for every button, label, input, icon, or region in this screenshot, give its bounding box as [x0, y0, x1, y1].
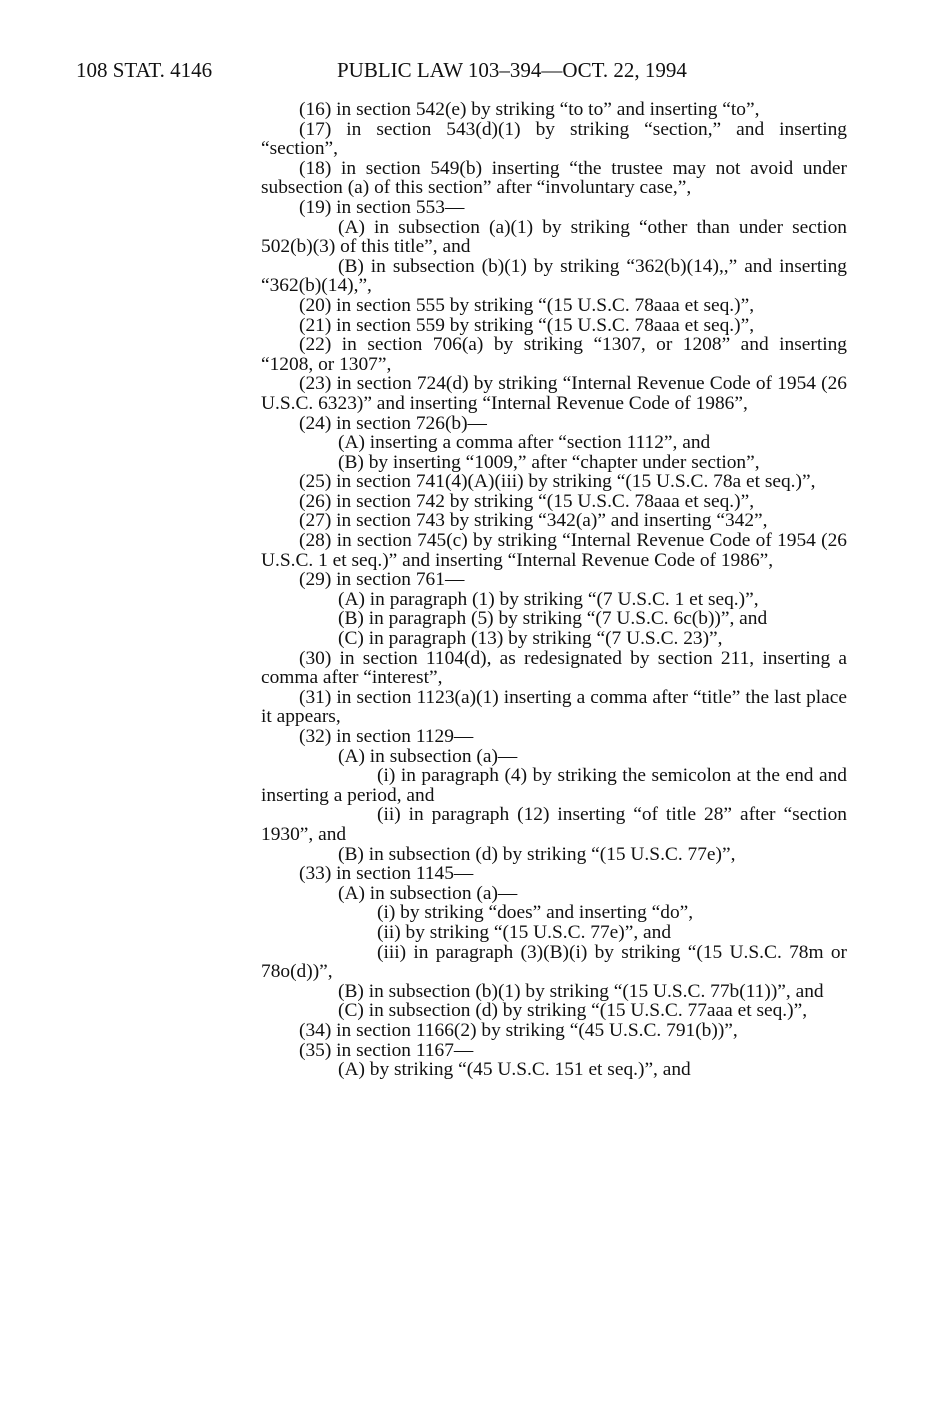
amendment-paragraph: (i) by striking “does” and inserting “do”, [377, 902, 694, 924]
amendment-paragraph: (ii) by striking “(15 U.S.C. 77e)”, and [377, 921, 672, 943]
amendment-paragraph: (A) inserting a comma after “section 1112”, and [338, 432, 711, 454]
amendment-paragraph: (A) in paragraph (1) by striking “(7 U.S.C. 1 et seq.)”, [338, 588, 759, 610]
amendment-paragraph: (35) in section 1167— [299, 1039, 474, 1061]
amendment-paragraph: (B) in subsection (b)(1) by striking “362(b)(14),,” and inserting “362(b)(14),”, [261, 255, 847, 297]
amendment-paragraph: (A) in subsection (a)— [338, 882, 518, 904]
public-law-title: PUBLIC LAW 103–394—OCT. 22, 1994 [337, 58, 687, 82]
amendment-paragraph: (32) in section 1129— [299, 726, 474, 747]
amendment-paragraph: (19) in section 553— [299, 196, 465, 218]
amendment-paragraph: (30) in section 1104(d), as redesignated by section 211, inserting a comma after “interest”, [261, 647, 847, 689]
amendment-paragraph: (B) in subsection (b)(1) by striking “(15 U.S.C. 77b(11))”, and [338, 980, 824, 1002]
amendment-paragraph: (i) in paragraph (4) by striking the semicolon at the end and inserting a period, and [261, 765, 847, 806]
amendment-paragraph: (A) by striking “(45 U.S.C. 151 et seq.)”, and [338, 1059, 691, 1081]
amendment-paragraph: (B) in subsection (d) by striking “(15 U.S.C. 77e)”, [338, 843, 736, 865]
amendment-paragraph: (16) in section 542(e) by striking “to to” and inserting “to”, [299, 99, 760, 120]
amendment-paragraph: (18) in section 549(b) inserting “the trustee may not avoid under subsection (a) of this section” after “involuntary case,”, [261, 157, 847, 199]
amendment-paragraph: (33) in section 1145— [299, 863, 474, 885]
amendment-paragraph: (23) in section 724(d) by striking “Internal Revenue Code of 1954 (26 U.S.C. 6323)” and inserting “Internal Revenue Code of 1986”, [261, 373, 847, 414]
amendment-paragraph: (C) in paragraph (13) by striking “(7 U.S.C. 23)”, [338, 628, 723, 650]
amendment-paragraph: (B) in paragraph (5) by striking “(7 U.S.C. 6c(b))”, and [338, 608, 768, 630]
amendment-paragraph: (ii) in paragraph (12) inserting “of title 28” after “section 1930”, and [261, 804, 847, 845]
amendment-paragraph: (22) in section 706(a) by striking “1307, or 1208” and inserting “1208, or 1307”, [261, 334, 847, 375]
statute-page-number: 108 STAT. 4146 [76, 58, 213, 82]
document-body [261, 100, 847, 1080]
amendment-paragraph: (A) in subsection (a)(1) by striking “other than under section 502(b)(3) of this title”, and [261, 216, 847, 258]
amendment-paragraph: (29) in section 761— [299, 569, 465, 591]
amendment-paragraph: (iii) in paragraph (3)(B)(i) by striking “(15 U.S.C. 78m or 78o(d))”, [261, 941, 847, 983]
amendment-paragraph: (31) in section 1123(a)(1) inserting a comma after “title” the last place it appears, [261, 686, 847, 728]
amendment-paragraph: (26) in section 742 by striking “(15 U.S.C. 78aaa et seq.)”, [299, 490, 755, 512]
amendment-paragraph: (28) in section 745(c) by striking “Internal Revenue Code of 1954 (26 U.S.C. 1 et seq.)” and inserting “Internal Revenue Code of 1986”, [261, 530, 847, 571]
amendment-paragraph: (34) in section 1166(2) by striking “(45 U.S.C. 791(b))”, [299, 1019, 738, 1041]
amendment-paragraph: (B) by inserting “1009,” after “chapter under section”, [338, 451, 760, 473]
page-header [0, 58, 948, 88]
amendment-paragraph: (27) in section 743 by striking “342(a)” and inserting “342”, [299, 510, 768, 532]
amendment-paragraph: (C) in subsection (d) by striking “(15 U.S.C. 77aaa et seq.)”, [338, 1000, 808, 1022]
amendment-paragraph: (25) in section 741(4)(A)(iii) by striking “(15 U.S.C. 78a et seq.)”, [299, 471, 816, 493]
amendment-paragraph: (21) in section 559 by striking “(15 U.S.C. 78aaa et seq.)”, [299, 314, 755, 336]
amendment-paragraph: (24) in section 726(b)— [299, 412, 487, 434]
amendment-paragraph: (A) in subsection (a)— [338, 745, 518, 767]
amendment-paragraph: (20) in section 555 by striking “(15 U.S.C. 78aaa et seq.)”, [299, 294, 755, 316]
amendment-paragraph: (17) in section 543(d)(1) by striking “section,” and inserting “section”, [261, 118, 847, 160]
